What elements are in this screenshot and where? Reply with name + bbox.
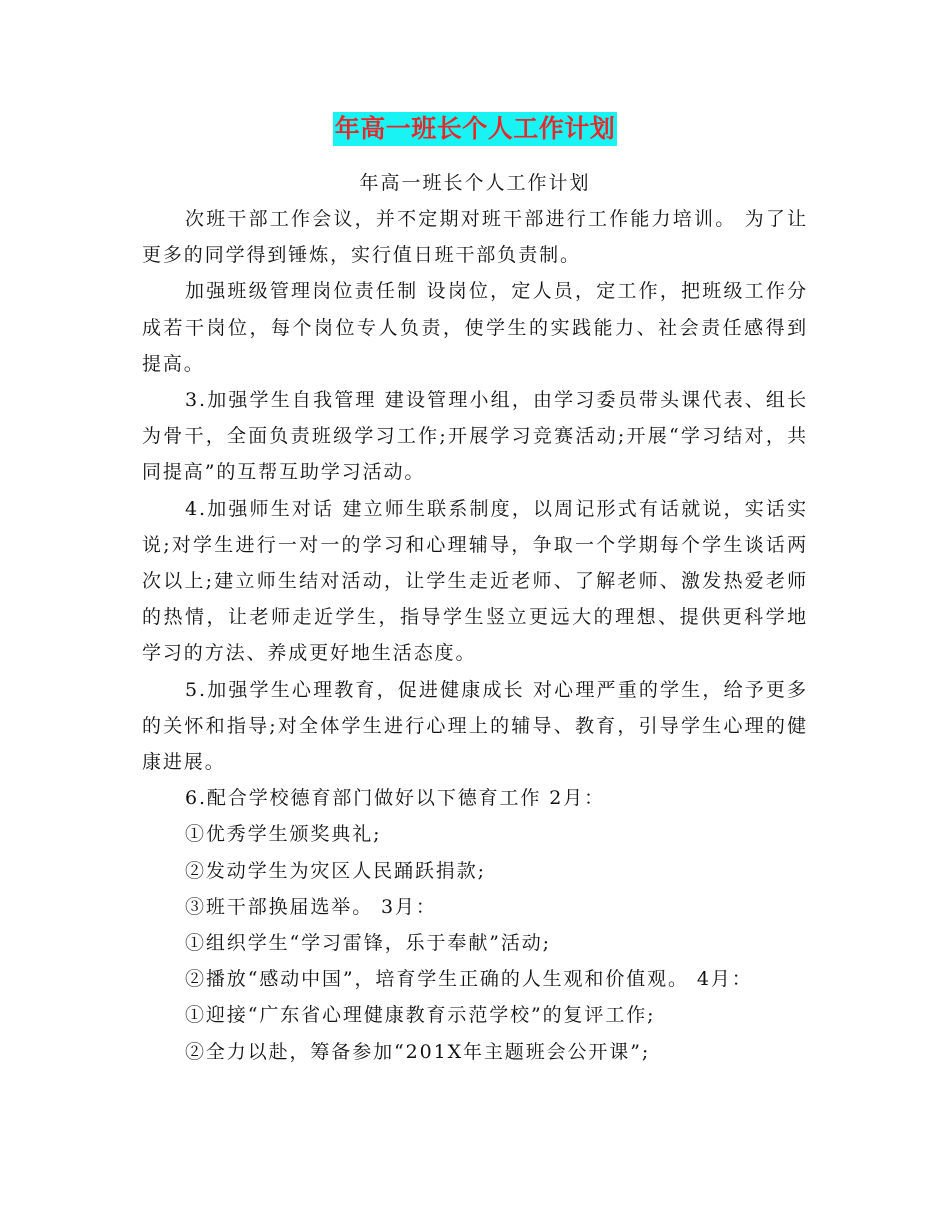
- document-subtitle: 年高一班长个人工作计划: [359, 172, 591, 194]
- list-item: ①优秀学生颁奖典礼;: [185, 823, 382, 846]
- list-item: ②全力以赴，筹备参加“201X年主题班会公开课”;: [185, 1040, 651, 1063]
- list-item: ①组织学生“学习雷锋，乐于奉献”活动;: [185, 932, 551, 955]
- document-title: 年高一班长个人工作计划: [333, 112, 618, 146]
- document-body: [142, 201, 808, 1070]
- paragraph: 3.加强学生自我管理 建设管理小组，由学习委员带头课代表、组长为骨干，全面负责班级学习工作;开展学习竞赛活动;开展“学习结对，共同提高”的互帮互助学习活动。: [142, 389, 808, 484]
- list-item: ②发动学生为灾区人民踊跃捐款;: [185, 859, 486, 882]
- paragraph: 6.配合学校德育部门做好以下德育工作 2月：: [185, 787, 606, 810]
- list-item: ③班干部换届选举。 3月：: [185, 895, 437, 918]
- list-item: ①迎接“广东省心理健康教育示范学校”的复评工作;: [185, 1004, 656, 1027]
- paragraph: 加强班级管理岗位责任制 设岗位，定人员，定工作，把班级工作分成若干岗位，每个岗位专人负责，使学生的实践能力、社会责任感得到提高。: [142, 280, 808, 375]
- paragraph: 次班干部工作会议，并不定期对班干部进行工作能力培训。 为了让更多的同学得到锤炼，实行值日班干部负责制。: [142, 208, 808, 267]
- list-item: ②播放“感动中国”，培育学生正确的人生观和价值观。 4月：: [185, 968, 753, 991]
- paragraph: 4.加强师生对话 建立师生联系制度，以周记形式有话就说，实话实说;对学生进行一对一的学习和心理辅导，争取一个学期每个学生谈话两次以上;建立师生结对活动，让学生走近老师、了解老师、激发热爱老师的热情，让老师走近学生，指导学生竖立更远大的理想、提供更科学地学习的方法、养成更好地生活态度。: [142, 497, 808, 665]
- paragraph: 5.加强学生心理教育，促进健康成长 对心理严重的学生，给予更多的关怀和指导;对全体学生进行心理上的辅导、教育，引导学生心理的健康进展。: [142, 678, 808, 774]
- title-container: [0, 112, 950, 146]
